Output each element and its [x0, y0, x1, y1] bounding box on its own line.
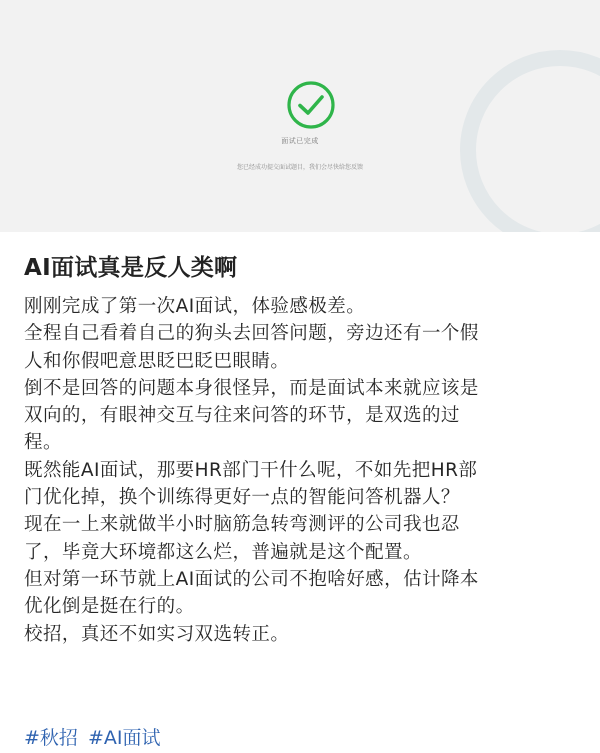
interview-complete-screenshot: [0, 0, 600, 232]
post-line: 倒不是回答的问题本身很怪异，而是面试本来就应该是: [24, 377, 479, 399]
post-line: 刚刚完成了第一次AI面试，体验感极差。: [24, 296, 366, 317]
tag-list: [24, 724, 165, 752]
tag-link-ai-interview[interactable]: #AI面试: [87, 727, 161, 749]
tag-link-qiuzhao[interactable]: #秋招: [24, 727, 78, 749]
post-line: 优化倒是挺在行的。: [24, 596, 195, 618]
post-line: 校招，真还不如实习双选转正。: [24, 623, 290, 645]
post-line: 人和你假吧意思眨巴眨巴眼睛。: [24, 350, 290, 372]
check-circle-icon: [286, 80, 336, 130]
post-title: AI面试真是反人类啊: [24, 255, 238, 281]
status-title: 面试已完成: [281, 137, 319, 145]
post-line: 双向的，有眼神交互与往来问答的环节，是双选的过: [24, 405, 460, 427]
post-line: 了，毕竟大环境都这么烂，普遍就是这个配置。: [24, 541, 422, 563]
post-line: 程。: [24, 432, 62, 454]
post-line: 门优化掉，换个训练得更好一点的智能问答机器人？: [24, 487, 460, 509]
post-line: 但对第一环节就上AI面试的公司不抱啥好感，估计降本: [24, 568, 479, 590]
post-line: 现在一上来就做半小时脑筋急转弯测评的公司我也忍: [24, 514, 460, 536]
post-line: 既然能AI面试，那要HR部门干什么呢，不如先把HR部: [24, 459, 478, 481]
post-body: [24, 293, 576, 648]
status-message: 您已经成功提交面试题目，我们会尽快给您反馈: [236, 164, 363, 171]
post-line: 全程自己看着自己的狗头去回答问题，旁边还有一个假: [24, 323, 479, 345]
